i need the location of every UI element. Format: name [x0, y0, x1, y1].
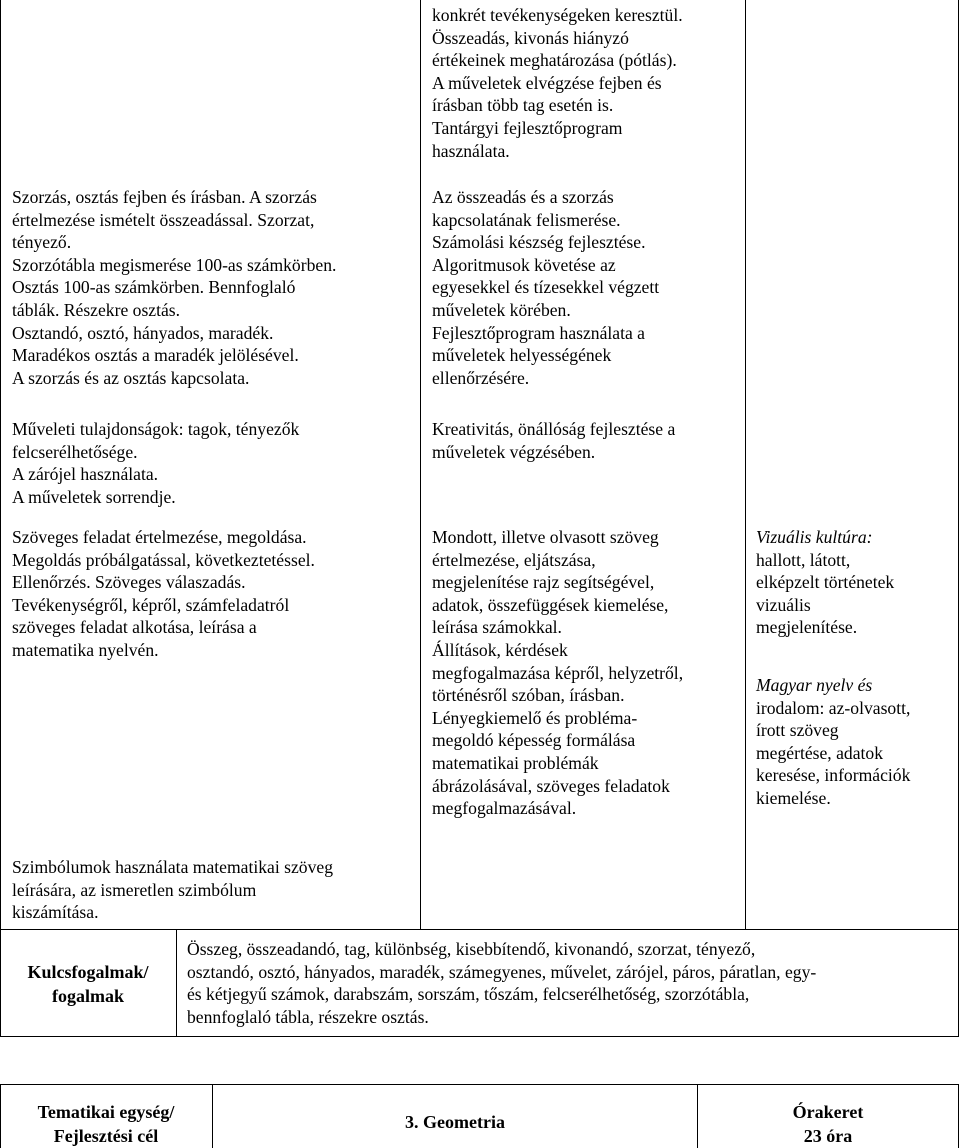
text-line: tényező. — [12, 232, 72, 253]
col1-block-4 — [12, 856, 417, 924]
topic-text: 3. Geometria — [405, 1112, 505, 1132]
text-line: Összeg, összeadandó, tag, különbség, kisebbítendő, kivonandó, szorzat, tényező, — [187, 939, 756, 959]
text-line: műveletek körében. — [432, 299, 571, 320]
footer-border-left — [0, 1084, 1, 1148]
text-line: történésről szóban, írásban. — [432, 685, 625, 706]
footer-divider-2 — [697, 1084, 698, 1148]
label-line: Órakeret — [792, 1102, 864, 1122]
text-line: leírása számokkal. — [432, 617, 562, 638]
col2-block-3 — [432, 526, 742, 820]
text-line: Megoldás próbálgatással, következtetéssel. — [12, 549, 315, 570]
row-divider — [0, 929, 959, 930]
text-line: Szorzótábla megismerése 100-as számkörben. — [12, 254, 337, 275]
text-line: A műveletek sorrendje. — [12, 486, 176, 507]
text-line: értékeinek meghatározása (pótlás). — [432, 50, 677, 71]
text-line: kapcsolatának felismerése. — [432, 209, 621, 230]
text-line: Tantárgyi fejlesztőprogram — [432, 117, 623, 138]
text-line: A műveletek elvégzése fejben és — [432, 72, 662, 93]
label-line: Fejlesztési cél — [53, 1126, 159, 1146]
text-line: táblák. Részekre osztás. — [12, 299, 181, 320]
text-line: Mondott, illetve olvasott szöveg — [432, 527, 659, 547]
text-line: Állítások, kérdések — [432, 639, 568, 660]
text-line: Tevékenységről, képről, számfeladatról — [12, 594, 290, 615]
text-line: szöveges feladat alkotása, leírása a — [12, 617, 257, 638]
table-border-right — [958, 0, 959, 1037]
text-line: matematika nyelvén. — [12, 639, 159, 660]
column-divider-2 — [745, 0, 746, 929]
text-line: Műveleti tulajdonságok: tagok, tényezők — [12, 419, 300, 439]
text-line: megfogalmazása képről, helyzetről, — [432, 662, 684, 683]
text-line: A zárójel használata. — [12, 464, 159, 485]
text-line: megfogalmazásával. — [432, 798, 577, 819]
text-line: Ellenőrzés. Szöveges válaszadás. — [12, 572, 246, 593]
text-line: Összeadás, kivonás hiányzó — [432, 27, 629, 48]
text-line: Maradékos osztás a maradék jelölésével. — [12, 345, 299, 366]
text-line: Az összeadás és a szorzás — [432, 187, 614, 207]
table-border-left — [0, 0, 1, 1037]
text-line: ábrázolásával, szöveges feladatok — [432, 775, 670, 796]
text-line: Szimbólumok használata matematikai szöveg — [12, 857, 333, 877]
text-line: Szorzás, osztás fejben és írásban. A szorzás — [12, 187, 317, 207]
text-line: leírására, az ismeretlen szimbólum — [12, 879, 257, 900]
text-line: megjelenítése. — [756, 617, 858, 638]
col2-top-text — [432, 4, 742, 162]
column-divider-1 — [420, 0, 421, 929]
footer-orakeret — [699, 1100, 957, 1148]
text-line: írásban több tag esetén is. — [432, 95, 614, 116]
subject-title: Vizuális kultúra: — [756, 527, 873, 547]
footer-topic-title — [214, 1110, 696, 1134]
text-line: felcserélhetősége. — [12, 441, 138, 462]
footer-tematikai-label — [2, 1100, 210, 1148]
text-line: vizuális — [756, 594, 811, 615]
text-line: elképzelt történetek — [756, 572, 895, 593]
text-line: osztandó, osztó, hányados, maradék, számegyenes, művelet, zárójel, páros, páratlan, egy- — [187, 961, 817, 982]
col1-block-1 — [12, 186, 417, 389]
text-line: megoldó képesség formálása — [432, 730, 636, 751]
text-line: Algoritmusok követése az — [432, 254, 616, 275]
col2-block-2 — [432, 418, 742, 463]
text-line: Lényegkiemelő és probléma- — [432, 707, 638, 728]
text-line: A szorzás és az osztás kapcsolata. — [12, 367, 250, 388]
footer-border-right — [958, 1084, 959, 1148]
text-line: Osztás 100-as számkörben. Bennfoglaló — [12, 277, 296, 298]
text-line: hallott, látott, — [756, 549, 851, 570]
text-line: bennfoglaló tábla, részekre osztás. — [187, 1006, 429, 1027]
text-line: megértése, adatok — [756, 742, 884, 763]
col1-block-2 — [12, 418, 417, 508]
text-line: Számolási készség fejlesztése. — [432, 232, 646, 253]
hours-value: 23 óra — [803, 1126, 853, 1146]
text-line: írott szöveg — [756, 720, 839, 741]
label-line: Kulcsfogalmak/ — [27, 962, 149, 982]
text-line: értelmezése, eljátszása, — [432, 549, 596, 570]
kulcsfogalmak-content — [187, 938, 955, 1028]
text-line: kiszámítása. — [12, 902, 99, 923]
text-line: irodalom: az-olvasott, — [756, 697, 911, 718]
label-line: fogalmak — [52, 986, 124, 1006]
footer-border-top — [0, 1084, 959, 1085]
text-line: egyesekkel és tízesekkel végzett — [432, 277, 660, 298]
text-line: műveletek végzésében. — [432, 441, 596, 462]
text-line: Fejlesztőprogram használata a — [432, 322, 645, 343]
text-line: használata. — [432, 140, 510, 161]
subject-title: Magyar nyelv és — [756, 675, 873, 695]
text-line: és kétjegyű számok, darabszám, sorszám, tőszám, felcserélhetőség, szorzótábla, — [187, 984, 750, 1005]
text-line: megjelenítése rajz segítségével, — [432, 572, 655, 593]
col3-magyar-block — [756, 674, 956, 810]
text-line: Szöveges feladat értelmezése, megoldása. — [12, 527, 307, 547]
kulcsfogalmak-label — [2, 960, 174, 1008]
col3-vizualis-block — [756, 526, 956, 639]
text-line: adatok, összefüggések kiemelése, — [432, 594, 669, 615]
text-line: Osztandó, osztó, hányados, maradék. — [12, 322, 274, 343]
text-line: kiemelése. — [756, 787, 831, 808]
text-line: ellenőrzésére. — [432, 367, 530, 388]
label-line: Tematikai egység/ — [37, 1102, 175, 1122]
text-line: értelmezése ismételt összeadással. Szorzat, — [12, 209, 315, 230]
footer-divider-1 — [212, 1084, 213, 1148]
text-line: konkrét tevékenységeken keresztül. — [432, 5, 683, 25]
col2-block-1 — [432, 186, 742, 389]
table-border-bottom — [0, 1036, 959, 1037]
text-line: műveletek helyességének — [432, 345, 612, 366]
kulcs-divider — [176, 929, 177, 1037]
text-line: Kreativitás, önállóság fejlesztése a — [432, 419, 676, 439]
text-line: matematikai problémák — [432, 752, 599, 773]
col1-block-3 — [12, 526, 417, 662]
text-line: keresése, információk — [756, 765, 911, 786]
